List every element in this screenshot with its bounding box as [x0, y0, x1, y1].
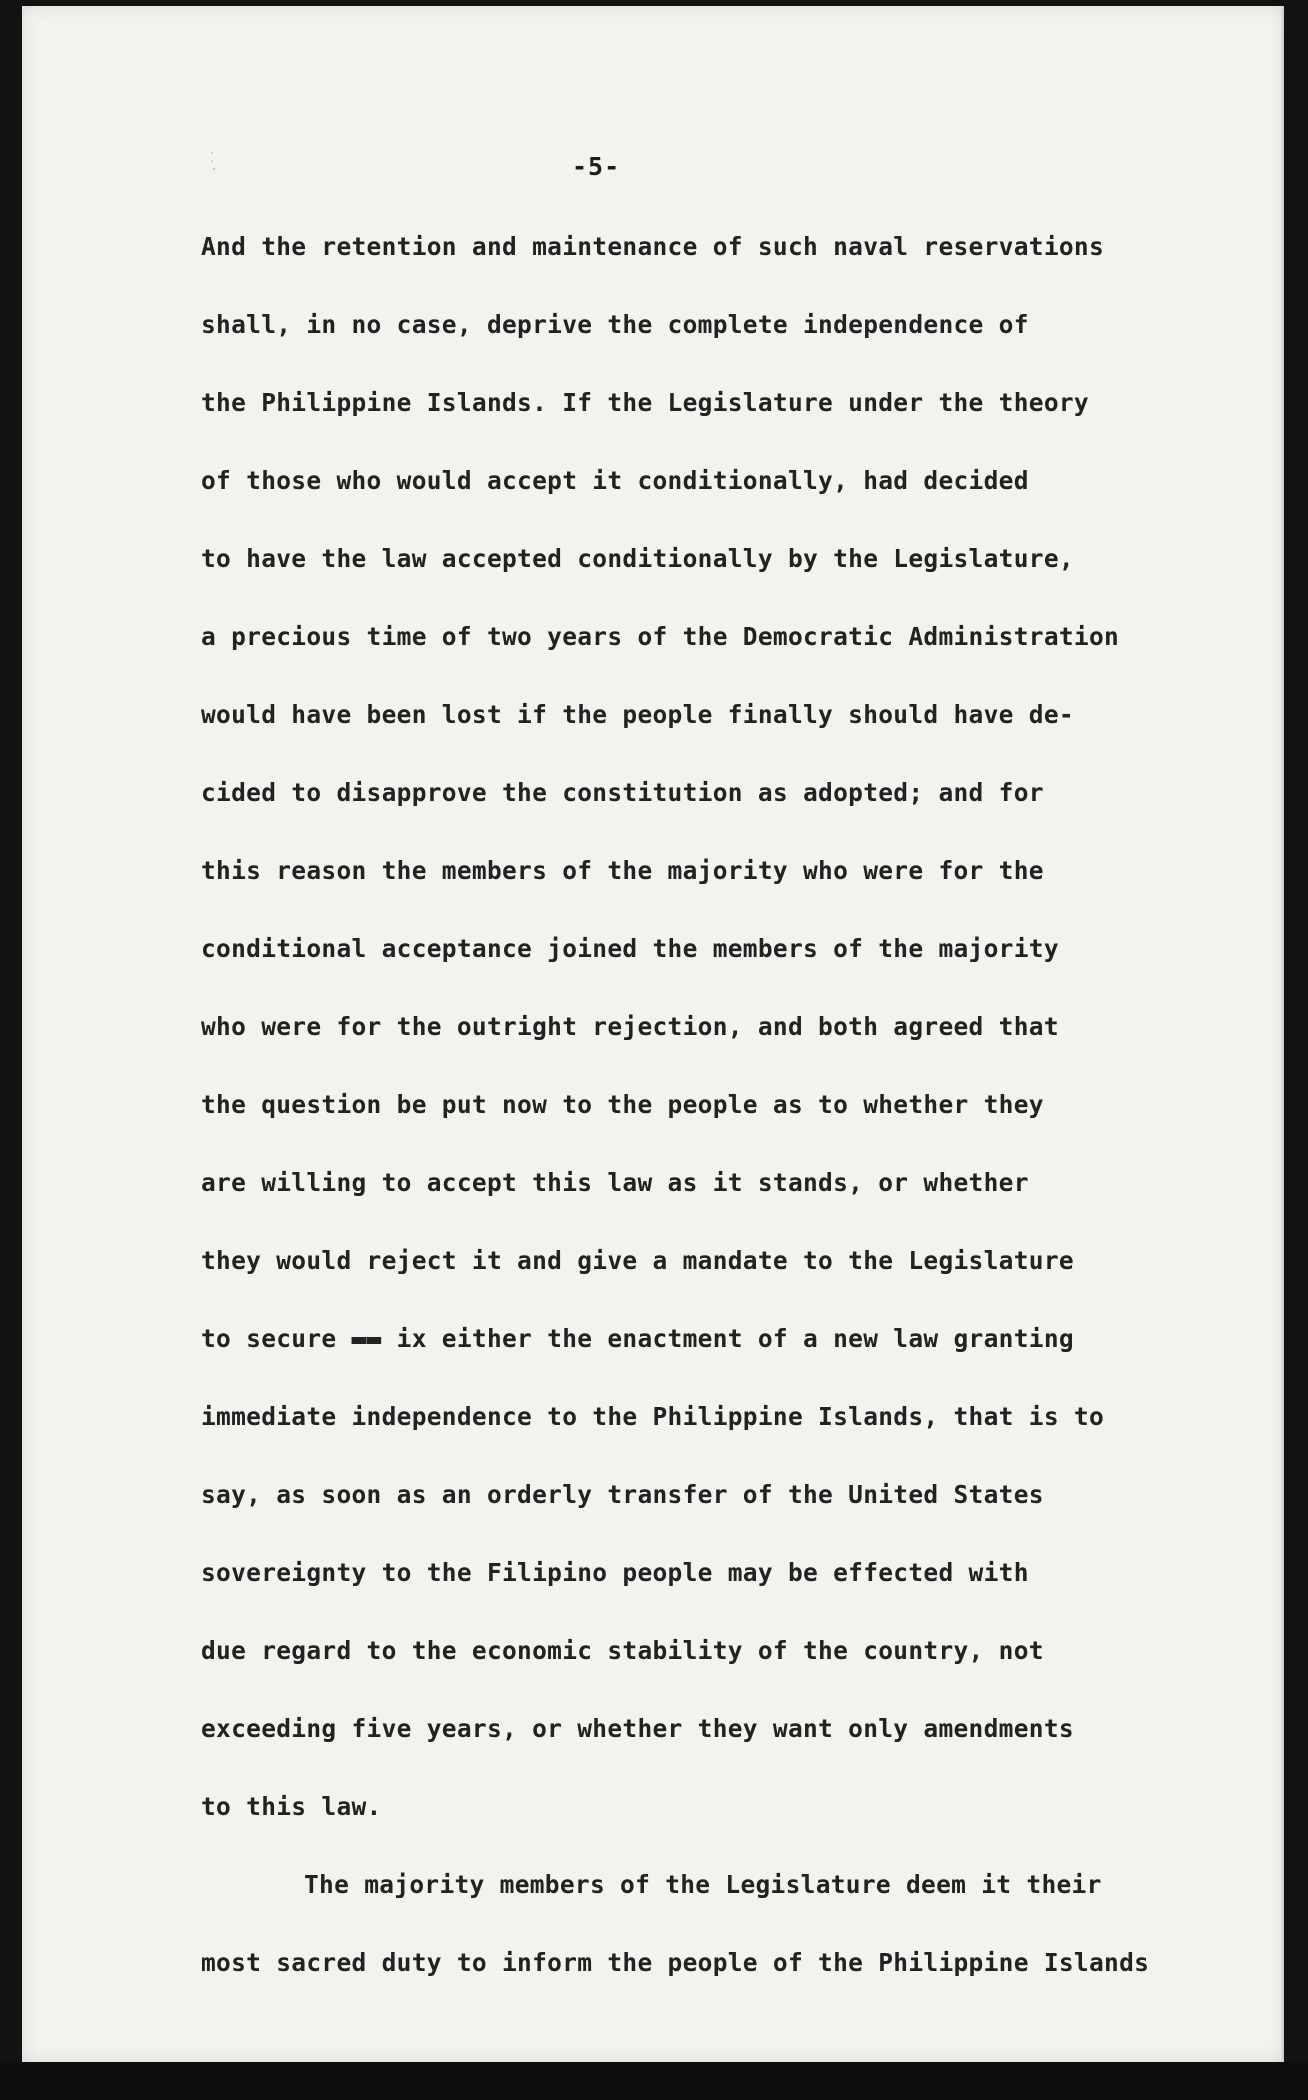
text-line: the question be put now to the people as to whether they	[201, 1090, 1044, 1119]
text-line: are willing to accept this law as it stands, or whether	[201, 1168, 1029, 1197]
text-line: immediate independence to the Philippine Islands, that is to	[201, 1402, 1105, 1431]
text-line: would have been lost if the people finally should have de-	[201, 700, 1074, 729]
text-line: this reason the members of the majority who were for the	[201, 856, 1044, 885]
page-number: -5-	[572, 152, 621, 181]
text-line: due regard to the economic stability of the country, not	[201, 1636, 1044, 1665]
text-line: say, as soon as an orderly transfer of the United States	[201, 1480, 1044, 1509]
text-line: who were for the outright rejection, and both agreed that	[201, 1012, 1059, 1041]
text-line: shall, in no case, deprive the complete independence of	[201, 310, 1029, 339]
text-line: conditional acceptance joined the members of the majority	[201, 934, 1059, 963]
text-line: to secure ▬▬ ix either the enactment of a new law granting	[201, 1324, 1074, 1353]
text-line: of those who would accept it conditionally, had decided	[201, 466, 1029, 495]
paragraph-start-line: The majority members of the Legislature deem it their	[304, 1870, 1102, 1899]
text-line: the Philippine Islands. If the Legislature under the theory	[201, 388, 1089, 417]
text-line: sovereignty to the Filipino people may be effected with	[201, 1558, 1029, 1587]
scan-bottom-border	[0, 2062, 1308, 2100]
text-line: to this law.	[201, 1792, 382, 1821]
text-line: exceeding five years, or whether they want only amendments	[201, 1714, 1074, 1743]
page-edge	[1281, 6, 1284, 2062]
text-line: cided to disapprove the constitution as adopted; and for	[201, 778, 1044, 807]
text-line: a precious time of two years of the Democratic Administration	[201, 622, 1120, 651]
text-line: And the retention and maintenance of such naval reservations	[201, 232, 1105, 261]
text-line: to have the law accepted conditionally by the Legislature,	[201, 544, 1074, 573]
text-line: they would reject it and give a mandate to the Legislature	[201, 1246, 1074, 1275]
margin-pencil-mark: ⁚ ·	[210, 150, 219, 178]
typewritten-body	[201, 232, 1241, 2026]
text-line: most sacred duty to inform the people of the Philippine Islands	[201, 1948, 1150, 1977]
